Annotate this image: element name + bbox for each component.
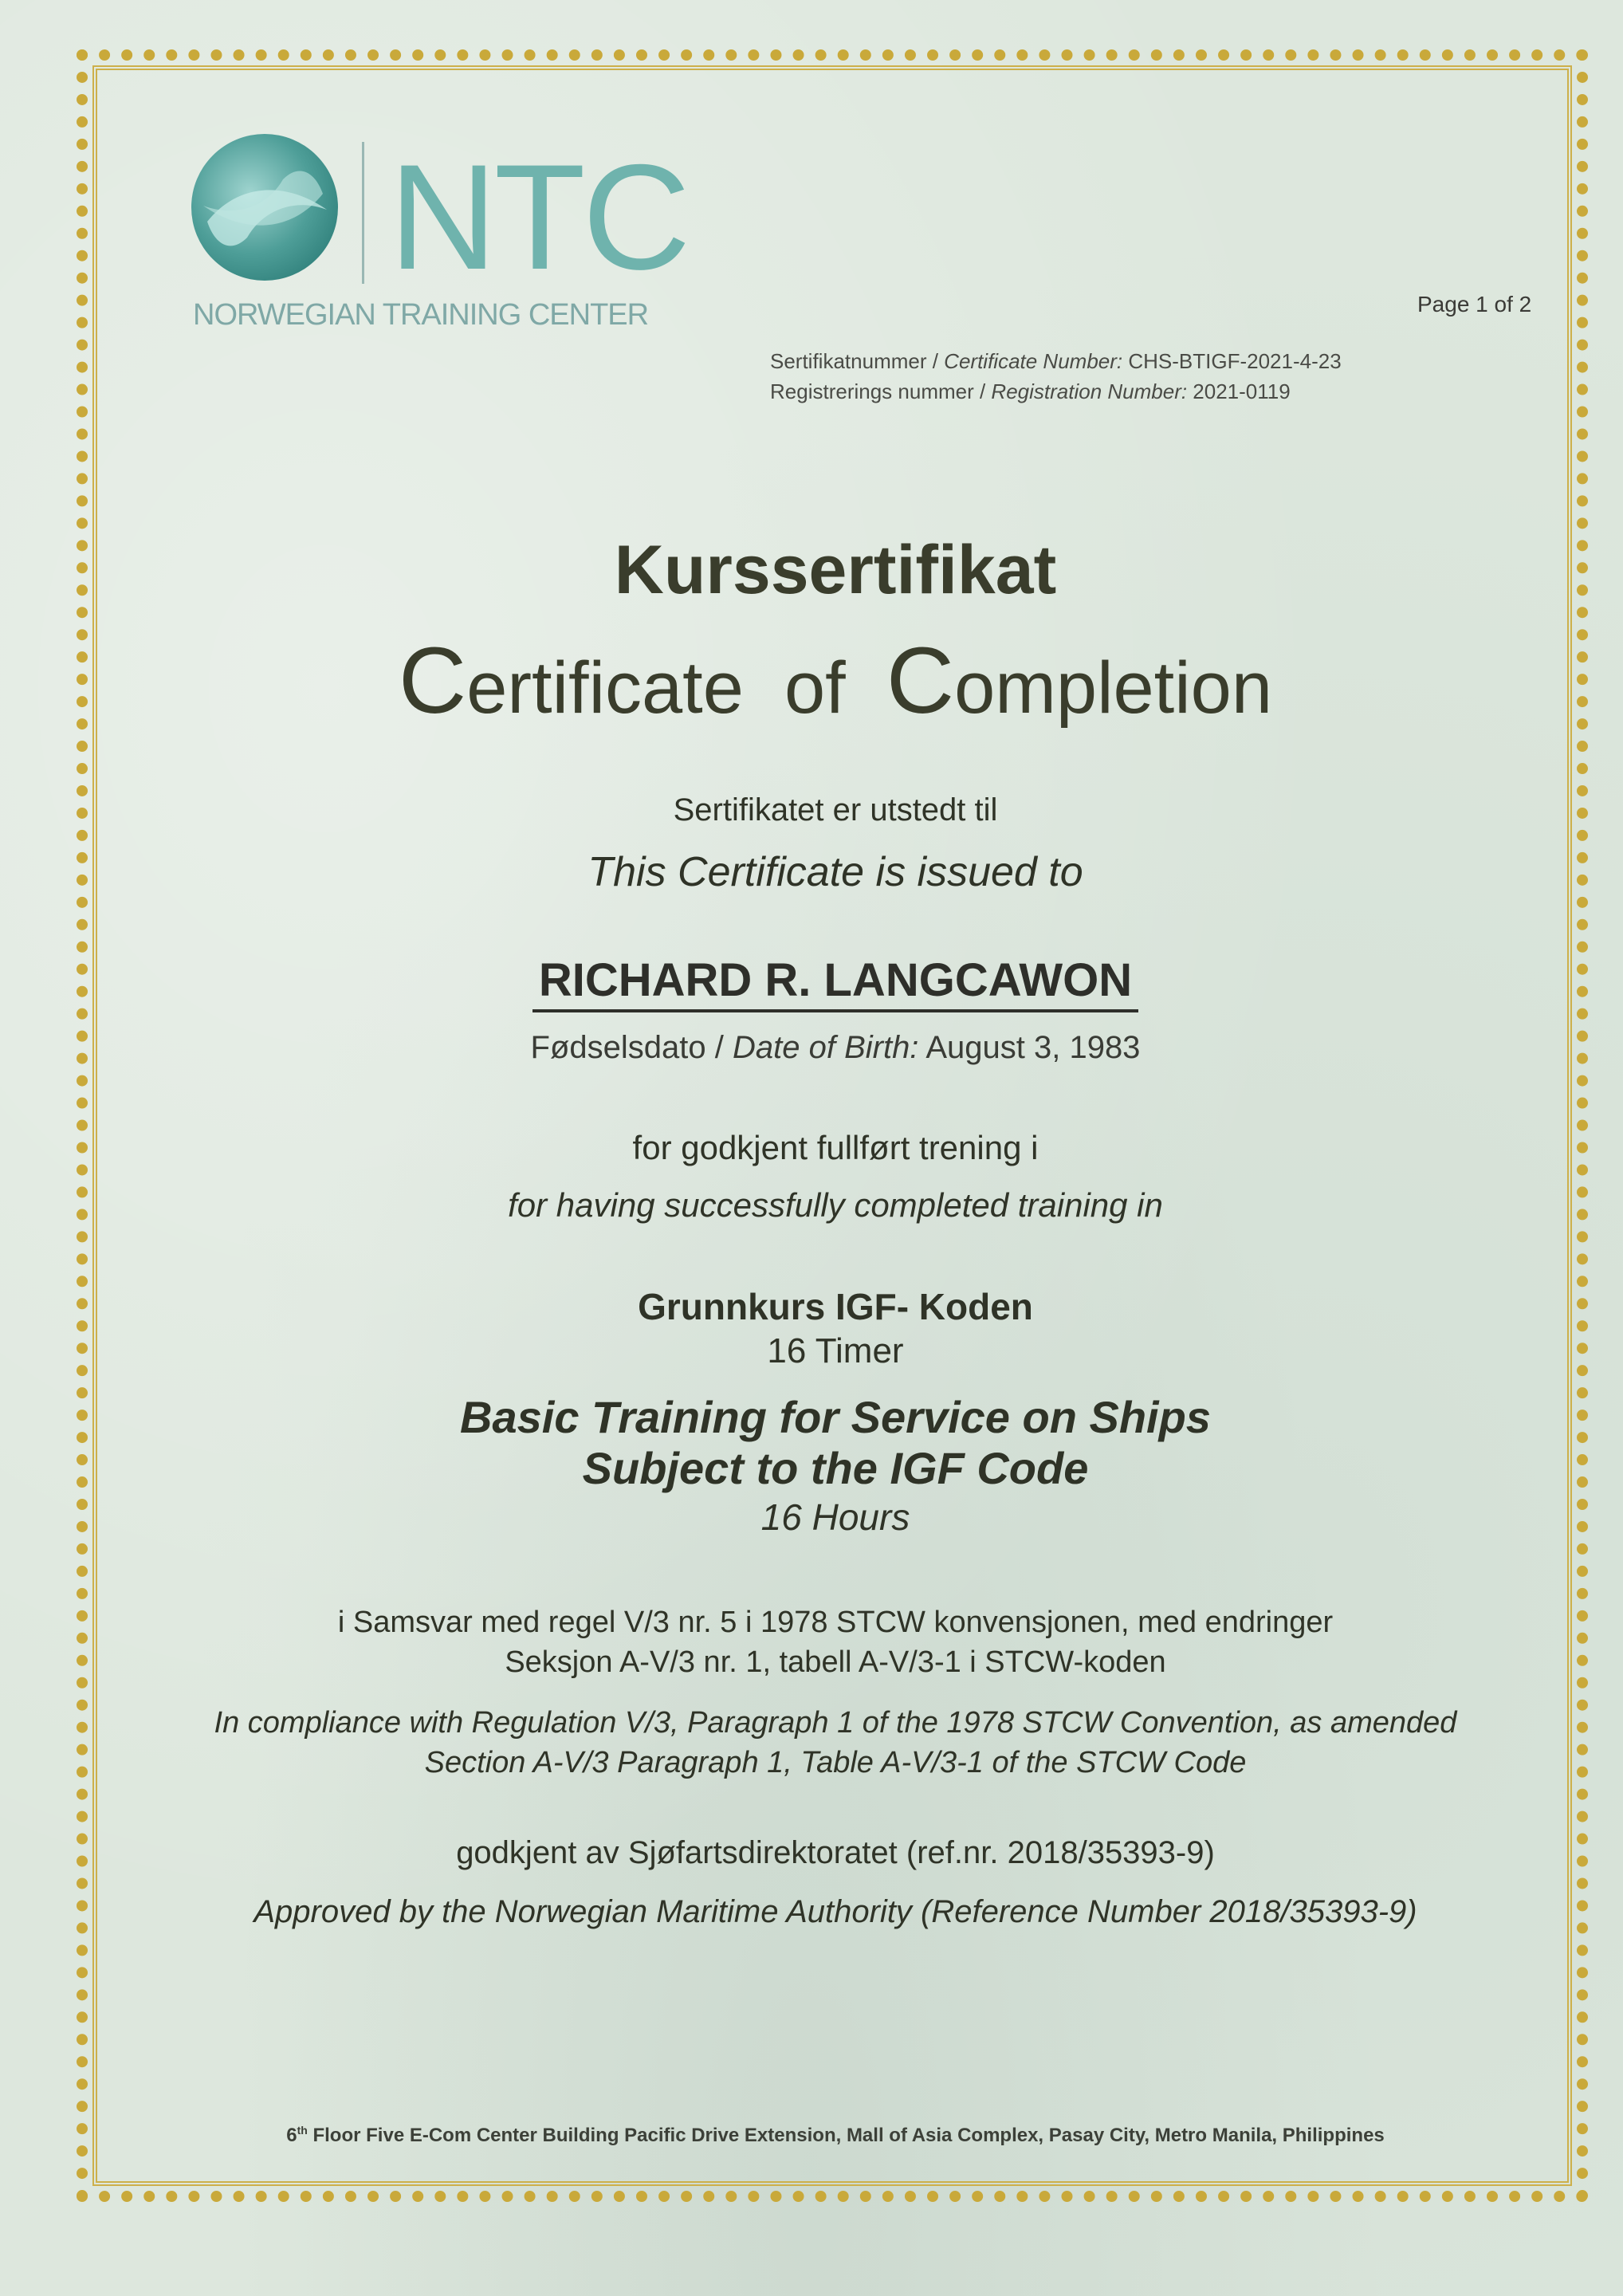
dob-value: August 3, 1983 [918,1030,1141,1065]
training-center-address [128,2124,1543,2147]
compliance-norwegian [128,1602,1543,1682]
logo-divider [362,142,364,284]
certificate-identifiers [770,346,1342,407]
course-name-english [128,1392,1543,1494]
title-cap-c1: C [398,628,467,733]
compliance-en-line2: Section A-V/3 Paragraph 1, Table A-V/3-1 of the STCW Code [424,1746,1247,1779]
title-word-2: ompletion [954,647,1272,729]
logo-wordmark: NTC [389,133,688,301]
recipient-name-text: RICHARD R. LANGCAWON [532,954,1138,1012]
course-hours-norwegian: 16 Timer [767,1331,904,1370]
approval-english: Approved by the Norwegian Maritime Authority (Reference Number 2018/35393-9) [253,1894,1417,1929]
date-of-birth [128,1030,1543,1066]
registration-number-label-en: Registration Number: [991,379,1188,403]
certificate-number-line [770,346,1342,376]
address-rest: Floor Five E-Com Center Building Pacific Drive Extension, Mall of Asia Complex, Pasay City, Metro Manila, Philippines [307,2125,1385,2146]
certificate-number-label-no: Sertifikatnummer / [770,349,945,373]
dob-label-no: Fødselsdato / [530,1030,733,1065]
course-name-norwegian: Grunnkurs IGF- Koden [638,1286,1033,1327]
title-english [128,627,1543,735]
course-name-english-line2: Subject to the IGF Code [582,1443,1089,1493]
compliance-no-line1: i Samsvar med regel V/3 nr. 5 i 1978 STCW konvensjonen, med endringer [337,1606,1334,1639]
certificate-number-label-en: Certificate Number: [944,349,1123,373]
logo-subtitle: NORWEGIAN TRAINING CENTER [193,298,649,332]
course-name-english-line1: Basic Training for Service on Ships [460,1392,1211,1442]
compliance-english [128,1703,1543,1783]
training-statement-english: for having successfully completed training in [508,1186,1163,1224]
title-cap-c2: C [886,628,955,733]
compliance-en-line1: In compliance with Regulation V/3, Paragraph 1 of the 1978 STCW Convention, as amended [214,1706,1457,1740]
approval-norwegian: godkjent av Sjøfartsdirektoratet (ref.nr. 2018/35393-9) [456,1835,1215,1870]
certificate-number-value: CHS-BTIGF-2021-4-23 [1122,349,1342,373]
title-norwegian: Kurssertifikat [614,532,1057,608]
issued-to-norwegian: Sertifikatet er utstedt til [673,792,998,828]
title-word-1: ertificate of [466,647,886,729]
training-statement-norwegian: for godkjent fullført trening i [632,1129,1039,1166]
registration-number-value: 2021-0119 [1187,379,1291,403]
dob-label-en: Date of Birth: [732,1030,919,1065]
course-hours-english: 16 Hours [760,1496,910,1538]
registration-number-line [770,376,1342,407]
address-floor-number: 6 [286,2125,297,2146]
compliance-no-line2: Seksjon A-V/3 nr. 1, tabell A-V/3-1 i STCW-koden [505,1645,1166,1679]
recipient-name [128,953,1543,1007]
page-indicator: Page 1 of 2 [1417,292,1532,316]
address-floor-suffix: th [297,2124,308,2137]
registration-number-label-no: Registrerings nummer / [770,379,992,403]
issued-to-english: This Certificate is issued to [588,849,1083,895]
